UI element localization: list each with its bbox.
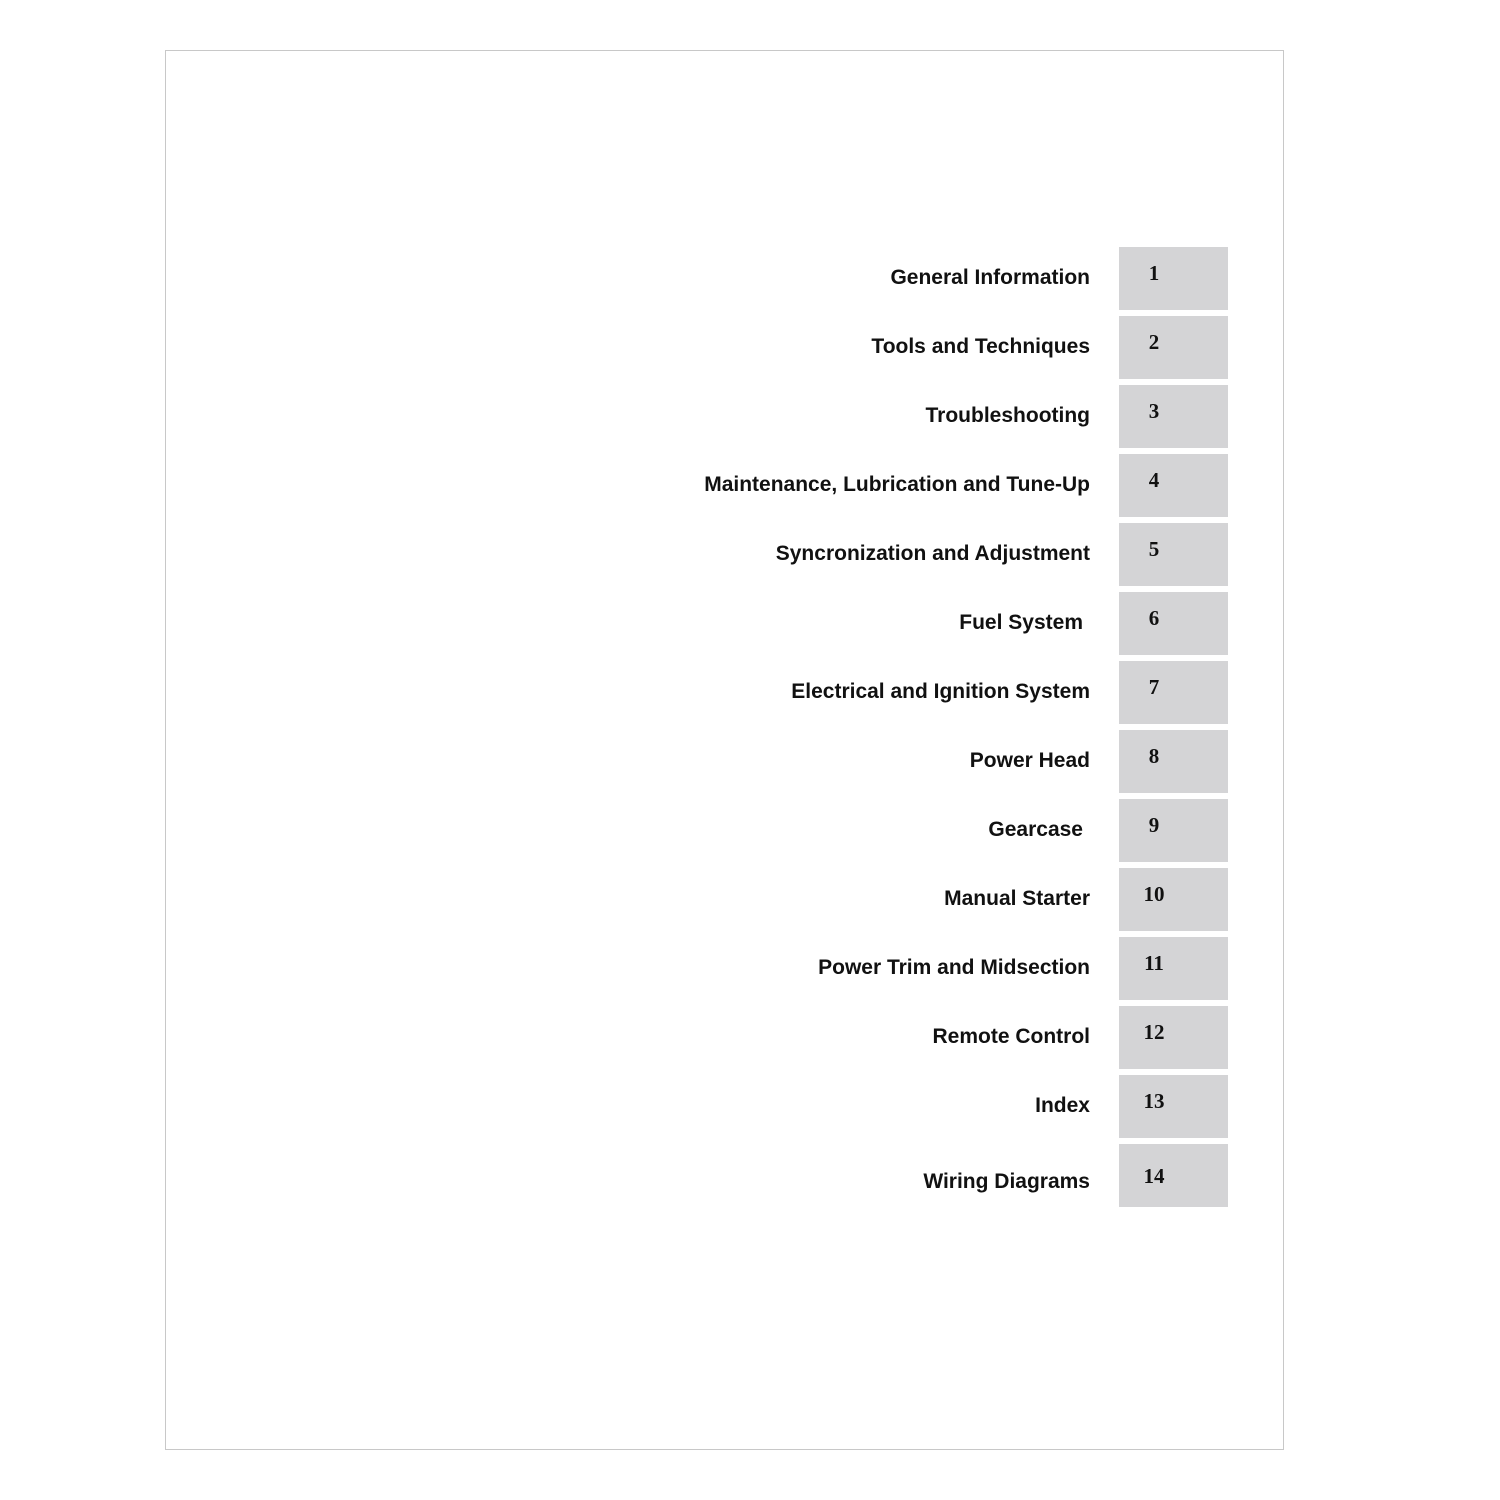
chapter-tab[interactable] — [1119, 937, 1228, 1000]
toc-entry-maintenance[interactable] — [600, 454, 1228, 517]
toc-entry-syncronization[interactable] — [600, 523, 1228, 586]
toc-entry-title[interactable]: Power Head — [969, 749, 1090, 772]
chapter-tab[interactable] — [1119, 661, 1228, 724]
toc-entry-title[interactable]: General Information — [890, 266, 1090, 289]
chapter-tab[interactable] — [1119, 799, 1228, 862]
toc-entry-manual-starter[interactable] — [600, 868, 1228, 931]
toc-entry-troubleshooting[interactable] — [600, 385, 1228, 448]
toc-entry-remote-control[interactable] — [600, 1006, 1228, 1069]
chapter-tab[interactable] — [1119, 1006, 1228, 1069]
chapter-number: 7 — [1148, 675, 1160, 699]
chapter-number: 13 — [1143, 1089, 1165, 1113]
chapter-tab[interactable] — [1119, 592, 1228, 655]
toc-entry-index[interactable] — [600, 1075, 1228, 1138]
toc-entry-title[interactable]: Maintenance, Lubrication and Tune-Up — [704, 473, 1090, 496]
chapter-number: 12 — [1143, 1020, 1165, 1044]
chapter-number: 9 — [1148, 813, 1160, 837]
toc-entry-fuel-system[interactable] — [600, 592, 1228, 655]
chapter-tab[interactable] — [1119, 385, 1228, 448]
toc-entry-electrical[interactable] — [600, 661, 1228, 724]
toc-entry-title[interactable]: Power Trim and Midsection — [818, 956, 1090, 979]
chapter-tab[interactable] — [1119, 523, 1228, 586]
chapter-tab[interactable] — [1119, 730, 1228, 793]
toc-entry-title[interactable]: Gearcase — [988, 818, 1083, 841]
toc-entry-title[interactable]: Troubleshooting — [925, 404, 1090, 427]
chapter-number: 14 — [1143, 1164, 1165, 1188]
toc-entry-tools-and-techniques[interactable] — [600, 316, 1228, 379]
chapter-number: 3 — [1148, 399, 1160, 423]
chapter-tab[interactable] — [1119, 1075, 1228, 1138]
toc-entry-power-head[interactable] — [600, 730, 1228, 793]
toc-entry-title[interactable]: Manual Starter — [944, 887, 1090, 910]
toc-entry-title[interactable]: Electrical and Ignition System — [791, 680, 1090, 703]
chapter-number: 5 — [1148, 537, 1160, 561]
chapter-number: 1 — [1148, 261, 1160, 285]
chapter-tab[interactable] — [1119, 316, 1228, 379]
chapter-number: 8 — [1148, 744, 1160, 768]
chapter-number: 11 — [1144, 951, 1164, 975]
toc-entry-wiring-diagrams[interactable] — [600, 1144, 1228, 1207]
chapter-number: 10 — [1143, 882, 1165, 906]
chapter-tab[interactable] — [1119, 247, 1228, 310]
chapter-tab[interactable] — [1119, 454, 1228, 517]
toc-entry-power-trim[interactable] — [600, 937, 1228, 1000]
toc-entry-title[interactable]: Index — [1035, 1094, 1090, 1117]
chapter-number: 2 — [1148, 330, 1160, 354]
toc-entry-general-information[interactable] — [600, 247, 1228, 310]
toc-entry-title[interactable]: Fuel System — [959, 611, 1083, 634]
toc-entry-title[interactable]: Tools and Techniques — [871, 335, 1090, 358]
chapter-tab[interactable] — [1119, 1144, 1228, 1207]
toc-entry-title[interactable]: Remote Control — [932, 1025, 1090, 1048]
toc-entry-gearcase[interactable] — [600, 799, 1228, 862]
toc-entry-title[interactable]: Wiring Diagrams — [923, 1170, 1090, 1193]
chapter-tab[interactable] — [1119, 868, 1228, 931]
chapter-number: 4 — [1148, 468, 1160, 492]
chapter-number: 6 — [1148, 606, 1160, 630]
toc-entry-title[interactable]: Syncronization and Adjustment — [775, 542, 1090, 565]
